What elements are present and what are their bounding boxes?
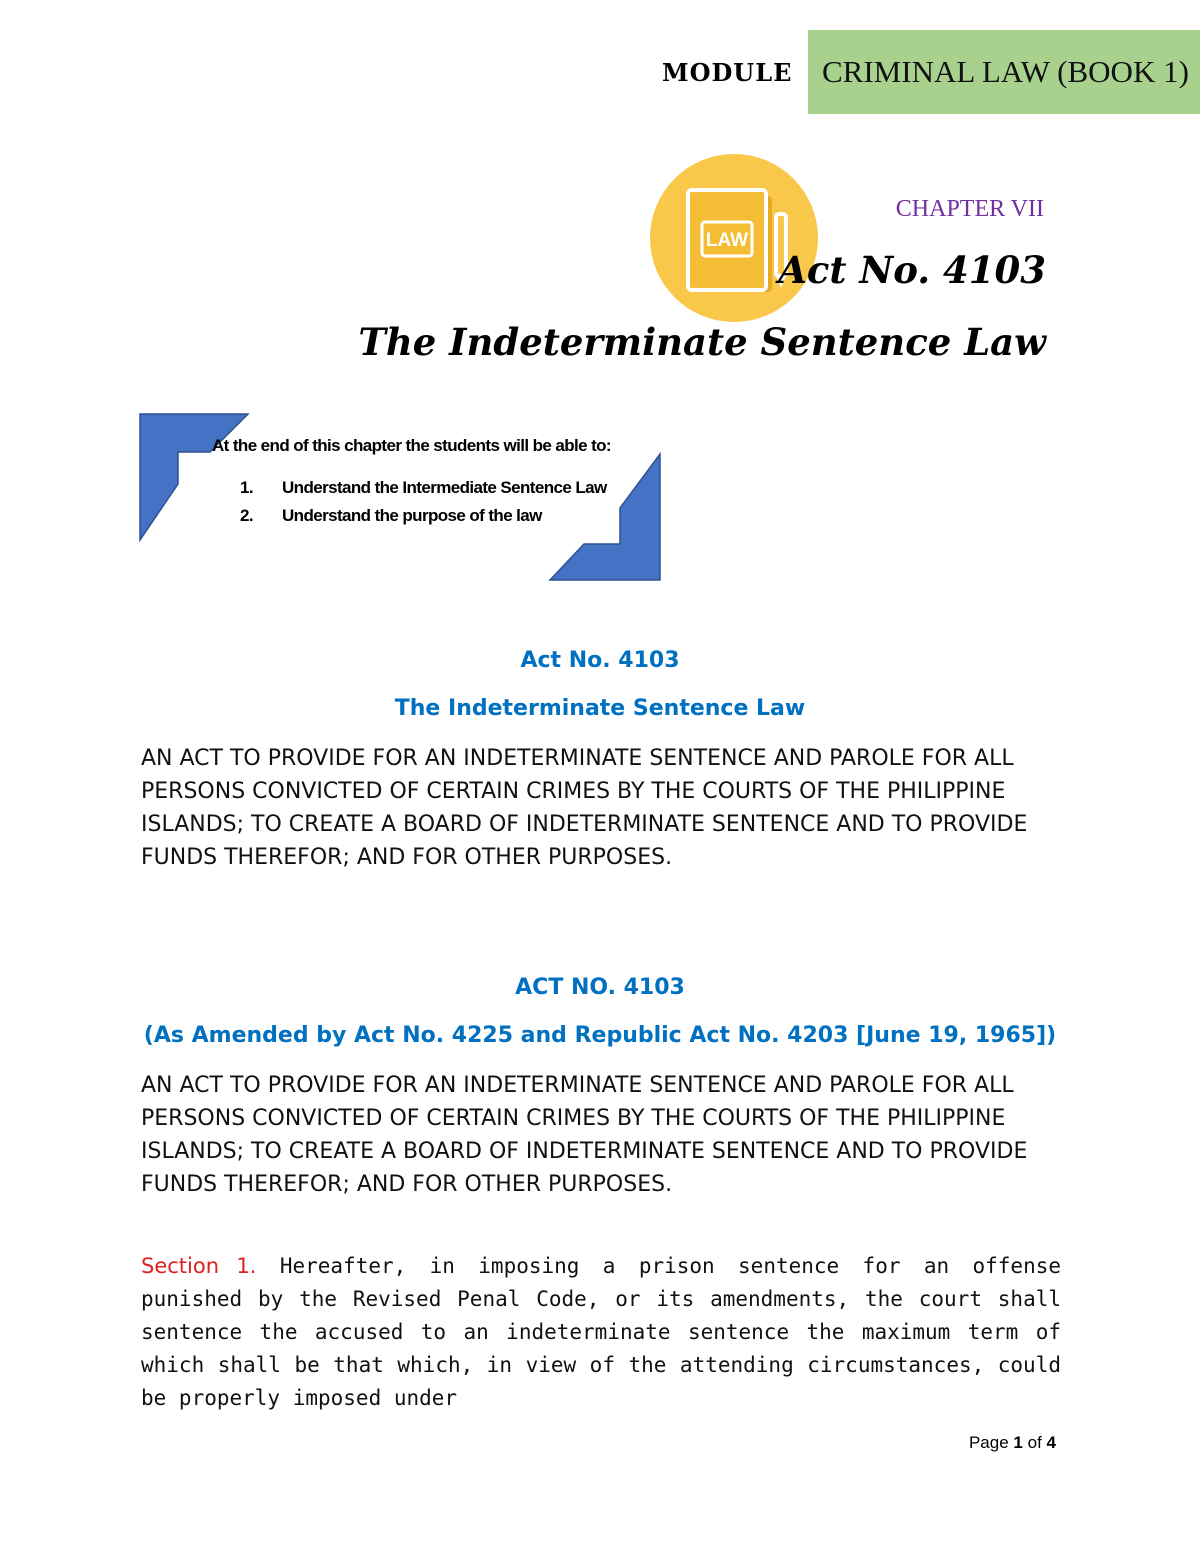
law-book-icon xyxy=(650,154,818,322)
list-item-number: 2. xyxy=(240,506,253,525)
heading-act-caps: ACT NO. 4103 xyxy=(515,975,685,1000)
title-paragraph-2: AN ACT TO PROVIDE FOR AN INDETERMINATE SENTENCE AND PAROLE FOR ALL PERSONS CONVICTED OF CERTAIN CRIMES BY THE COURTS OF THE PHILIPPINE ISLANDS; TO CREATE A BOARD OF INDETERMINATE SENTENCE AND TO PROVIDE FUNDS THEREFOR; AND FOR OTHER PURPOSES. xyxy=(141,1073,1028,1197)
section-text: Hereafter, in imposing a prison sentence for an offense punished by the Revised Penal Code, or its amendments, the court shall sentence the accused to an indeterminate sentence the maximum term of which shall be that which, in view of the attending circumstances, could be properly imposed under xyxy=(141,1254,1061,1410)
amended-by-heading: (As Amended by Act No. 4225 and Republic Act No. 4203 [June 19, 1965]) xyxy=(143,1023,1057,1048)
chapter-label: CHAPTER VII xyxy=(895,196,1044,222)
list-item xyxy=(240,506,607,534)
heading-law: The Indeterminate Sentence Law xyxy=(394,696,806,721)
of-word: of xyxy=(1027,1433,1042,1452)
subject-title: CRIMINAL LAW (BOOK 1) xyxy=(822,54,1189,89)
section-1-paragraph xyxy=(141,1250,1061,1415)
logo-text: LAW xyxy=(705,230,749,251)
objectives-list xyxy=(240,478,607,534)
page-number xyxy=(960,1433,1056,1453)
objectives-intro: At the end of this chapter the students will be able to: xyxy=(212,436,611,455)
list-item-text: Understand the Intermediate Sentence Law xyxy=(282,478,607,497)
list-item xyxy=(240,478,607,506)
module-label: MODULE xyxy=(662,58,793,87)
subject-banner xyxy=(808,30,1200,114)
list-item-text: Understand the purpose of the law xyxy=(282,506,542,525)
chapter-title-law: The Indeterminate Sentence Law xyxy=(358,320,1046,364)
chapter-title-act: Act No. 4103 xyxy=(778,248,1046,292)
page-word: Page xyxy=(968,1433,1009,1452)
list-item-number: 1. xyxy=(240,478,253,497)
section-label: Section 1. xyxy=(141,1254,257,1278)
heading-act: Act No. 4103 xyxy=(520,648,680,673)
page-current: 1 xyxy=(1013,1433,1023,1452)
title-paragraph-1: AN ACT TO PROVIDE FOR AN INDETERMINATE SENTENCE AND PAROLE FOR ALL PERSONS CONVICTED OF CERTAIN CRIMES BY THE COURTS OF THE PHILIPPINE ISLANDS; TO CREATE A BOARD OF INDETERMINATE SENTENCE AND TO PROVIDE FUNDS THEREFOR; AND FOR OTHER PURPOSES. xyxy=(141,746,1028,870)
page-total: 4 xyxy=(1046,1433,1056,1452)
